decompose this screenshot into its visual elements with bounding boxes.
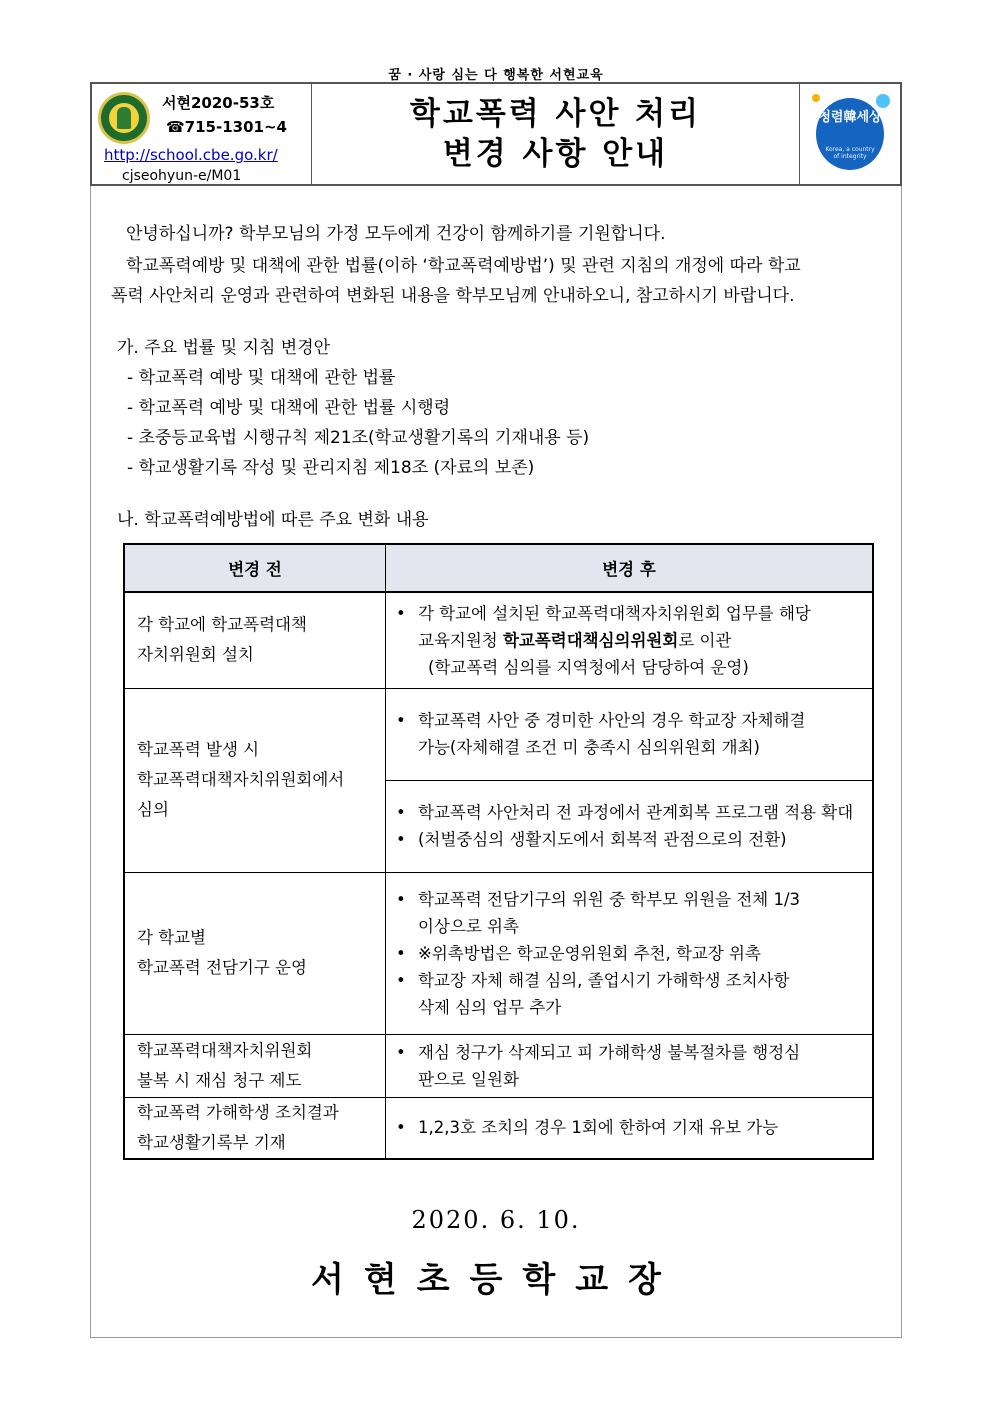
cell-text: 자치위원회 설치 <box>137 645 254 665</box>
bullet-item: • 학교폭력 전담기구의 위원 중 학부모 위원을 전체 1/3 <box>396 889 801 909</box>
section-a-heading: 가. 주요 법률 및 지침 변경안 <box>117 338 331 358</box>
cell-after <box>386 780 874 872</box>
cell-text: 각 학교에 학교폭력대책 <box>137 615 307 635</box>
cell-after <box>386 872 874 1034</box>
bullet-item: • 학교폭력 사안처리 전 과정에서 관계회복 프로그램 적용 확대 <box>396 803 854 822</box>
bullet-continuation: 삭제 심의 업무 추가 <box>418 997 562 1017</box>
cell-after <box>386 1097 874 1159</box>
phone-number: ☎715-1301~4 <box>166 118 287 136</box>
badge-subtext: Korea, a country of integrity <box>825 146 875 160</box>
column-header-before: 변경 전 <box>124 544 386 592</box>
school-url-link[interactable]: http://school.cbe.go.kr/ <box>104 146 278 164</box>
cell-text: 학교폭력 가해학생 조치결과 <box>137 1102 339 1122</box>
badge-text: 청렴韓세상 <box>818 110 882 125</box>
intro-line3: 폭력 사안처리 운영과 관련하여 변화된 내용을 학부모님께 안내하오니, 참고하시기 바랍니다. <box>111 286 795 306</box>
school-emblem-icon <box>98 92 150 144</box>
bullet-item: • 학교폭력 사안 중 경미한 사안의 경우 학교장 자체해결 <box>396 711 806 730</box>
table-row <box>124 592 873 688</box>
integrity-badge-icon <box>812 94 888 174</box>
page-title-line1: 학교폭력 사안 처리 <box>409 96 702 132</box>
cell-text: 학교폭력 전담기구 운영 <box>137 958 307 977</box>
section-a-item: - 학교생활기록 작성 및 관리지침 제18조 (자료의 보존) <box>127 458 535 478</box>
bullet-continuation: 이상으로 위촉 <box>418 916 519 936</box>
cell-before <box>124 688 386 872</box>
cell-before <box>124 872 386 1034</box>
header-title-cell <box>312 84 800 184</box>
cell-after <box>386 592 874 688</box>
cell-after <box>386 688 874 780</box>
bullet-item: • ※위촉방법은 학교운영위원회 추천, 학교장 위촉 <box>396 943 761 963</box>
issue-date: 2020. 6. 10. <box>411 1206 581 1234</box>
bullet-continuation: 판으로 일원화 <box>418 1069 519 1089</box>
cell-text: 학교생활기록부 기재 <box>137 1132 286 1152</box>
bullet-item: • 각 학교에 설치된 학교폭력대책자치위원회 업무를 해당 <box>396 603 811 623</box>
table-row <box>124 1097 873 1159</box>
intro-line2: 학교폭력예방 및 대책에 관한 법률(이하 ‘학교폭력예방법’) 및 관련 지침의 개정에 따라 학교 <box>126 256 801 276</box>
cell-before <box>124 1097 386 1159</box>
cell-text: 각 학교별 <box>137 928 207 947</box>
table-row <box>124 872 873 1034</box>
bullet-item: • 1,2,3호 조치의 경우 1회에 한하여 기재 유보 가능 <box>396 1118 779 1137</box>
bullet-continuation: 가능(자체해결 조건 미 충족시 심의위원회 개최) <box>418 738 760 757</box>
cell-text: 학교폭력대책자치위원회 <box>137 1040 313 1060</box>
cell-after <box>386 1034 874 1097</box>
signature: 서현초등학교장 <box>311 1260 681 1300</box>
cell-before <box>124 1034 386 1097</box>
cell-before <box>124 592 386 688</box>
table-row <box>124 688 873 780</box>
section-a-item: - 학교폭력 예방 및 대책에 관한 법률 <box>127 368 396 388</box>
bullet-note: (학교폭력 심의를 지역청에서 담당하여 운영) <box>428 657 749 677</box>
letter-header <box>90 82 902 186</box>
page-title-line2: 변경 사항 안내 <box>442 136 669 172</box>
header-info-cell <box>92 84 312 184</box>
slogan: 꿈 · 사랑 심는 다 행복한 서현교육 <box>388 68 604 83</box>
bullet-continuation: 교육지원청 학교폭력대책심의위원회로 이관 <box>418 630 732 650</box>
cell-text: 불복 시 재심 청구 제도 <box>137 1070 302 1090</box>
cell-text: 학교폭력대책자치위원회에서 <box>137 770 345 789</box>
table-row <box>124 1034 873 1097</box>
intro-line1: 안녕하십니까? 학부모님의 가정 모두에게 건강이 함께하기를 기원합니다. <box>126 224 666 244</box>
section-a-item: - 초중등교육법 시행규칙 제21조(학교생활기록의 기재내용 등) <box>127 428 590 448</box>
bullet-item: • (처벌중심의 생활지도에서 회복적 관점으로의 전환) <box>396 830 787 849</box>
document-number: 서현2020-53호 <box>162 94 275 112</box>
table-header-row <box>124 544 873 592</box>
cell-text: 학교폭력 발생 시 <box>137 740 260 759</box>
section-b-heading: 나. 학교폭력예방법에 따른 주요 변화 내용 <box>117 510 429 530</box>
header-badge-cell <box>800 84 900 184</box>
column-header-after: 변경 후 <box>386 544 874 592</box>
changes-table <box>123 543 874 1160</box>
section-a-item: - 학교폭력 예방 및 대책에 관한 법률 시행령 <box>127 398 451 418</box>
cell-text: 심의 <box>137 800 169 819</box>
document-code: cjseohyun-e/M01 <box>122 168 242 184</box>
bullet-item: • 학교장 자체 해결 심의, 졸업시기 가해학생 조치사항 <box>396 970 790 990</box>
bullet-item: • 재심 청구가 삭제되고 피 가해학생 불복절차를 행정심 <box>396 1042 801 1062</box>
